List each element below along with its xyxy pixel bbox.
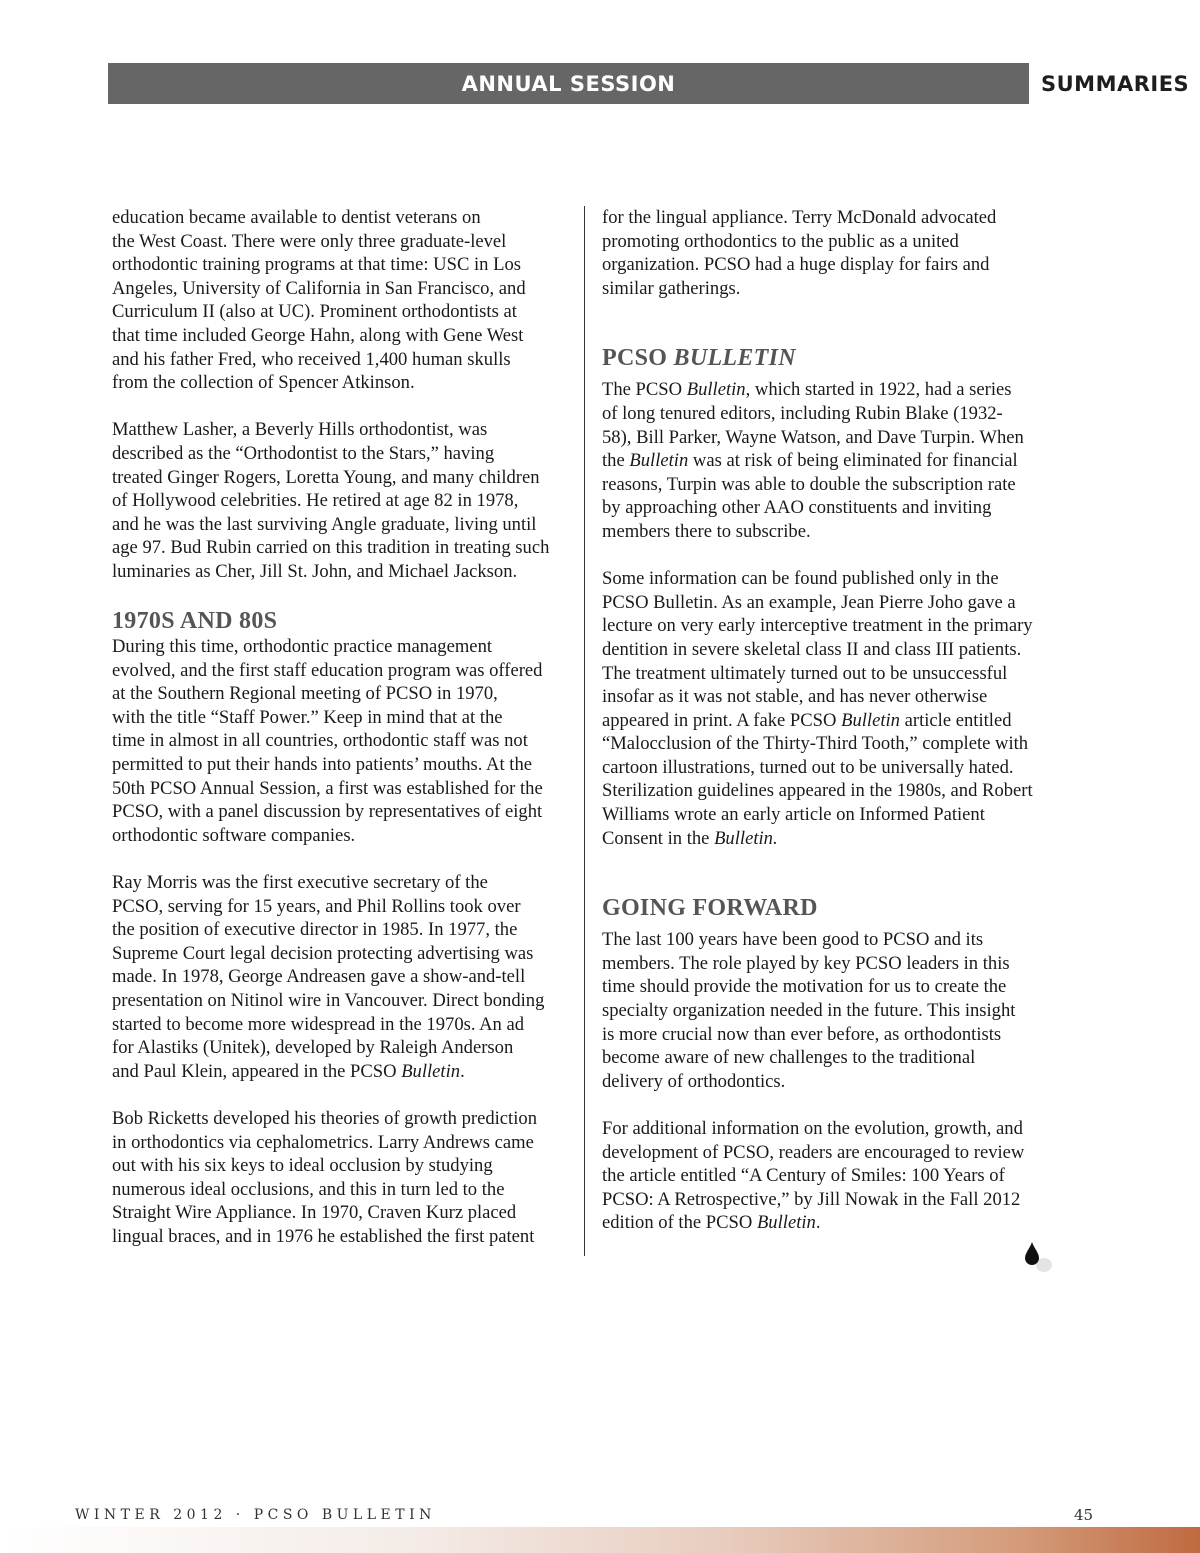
text-line: Some information can be found published only in the [602,568,999,590]
text-line: Sterilization guidelines appeared in the 1980s, and Robert [602,780,1033,802]
text-line: For additional information on the evolution, growth, and [602,1118,1023,1139]
text-run: The PCSO [602,379,687,401]
text-line: treated Ginger Rogers, Loretta Young, and many children [112,466,540,488]
publication-footer: WINTER 2012 · PCSO BULLETIN [75,1507,436,1523]
text-run: Consent in the [602,827,715,849]
text-line: development of PCSO, readers are encouraged to review [602,1141,1025,1163]
text-line: PCSO, with a panel discussion by representatives of eight [112,801,543,823]
text-line: evolved, and the first staff education program was offered [112,659,543,681]
text-line: members. The role played by key PCSO leaders in this [602,952,1010,974]
left-column [112,206,570,1272]
italic-title: Bulletin. [714,827,778,849]
text-line: orthodontic training programs at that time: USC in Los [112,254,522,276]
text-line: members there to subscribe. [602,520,811,542]
text-line: Supreme Court legal decision protecting advertising was [112,942,534,964]
text-line: of Hollywood celebrities. He retired at age 82 in 1978, [112,490,519,512]
text-line: education became available to dentist veterans on [112,207,481,228]
text-line: promoting orthodontics to the public as a united [602,230,959,252]
section-label: SUMMARIES [1041,71,1190,96]
text-line: PCSO Bulletin. As an example, Jean Pierre Joho gave a [602,591,1016,613]
italic-title: Bulletin [401,1060,461,1082]
text-line: is more crucial now than ever before, as orthodontists [602,1023,1002,1045]
text-line: PCSO: A Retrospective,” by Jill Nowak in the Fall 2012 [602,1188,1021,1210]
paragraph [602,378,1060,543]
text-line: PCSO, serving for 15 years, and Phil Rollins took over [112,895,521,917]
text-line [602,378,1060,402]
text-line: the position of executive director in 1985. In 1977, the [112,919,518,941]
paragraph [602,1117,1060,1235]
text-line: The treatment ultimately turned out to be unsuccessful [602,662,1008,684]
text-line: age 97. Bud Rubin carried on this tradition in treating such [112,537,550,559]
section-header-bar [108,63,1029,104]
text-line: insofar as it was not stable, and has never otherwise [602,686,988,708]
text-line: and he was the last surviving Angle graduate, living until [112,513,537,535]
text-line: made. In 1978, George Andreasen gave a show-and-tell [112,966,526,988]
text-line: 50th PCSO Annual Session, a first was established for the [112,777,543,799]
paragraph [112,1107,570,1249]
text-line: lingual braces, and in 1976 he established the first patent [112,1225,535,1247]
text-line: for Alastiks (Unitek), developed by Raleigh Anderson [112,1037,514,1059]
text-line: of long tenured editors, including Rubin Blake (1932- [602,402,1003,424]
text-line: started to become more widespread in the 1970s. An ad [112,1013,525,1035]
paragraph [602,928,1060,1093]
text-line: Straight Wire Appliance. In 1970, Craven Kurz placed [112,1202,517,1224]
text-line: During this time, orthodontic practice management [112,636,493,658]
text-line: out with his six keys to ideal occlusion by studying [112,1155,493,1177]
text-line: and his father Fred, who received 1,400 human skulls [112,348,511,370]
text-line: “Malocclusion of the Thirty-Third Tooth,” complete with [602,733,1029,755]
text-run: edition of the PCSO [602,1212,757,1234]
text-run: appeared in print. A fake PCSO [602,709,842,731]
text-run: . [460,1060,465,1082]
text-line: organization. PCSO had a huge display for fairs and [602,254,990,276]
text-line: with the title “Staff Power.” Keep in mind that at the [112,706,503,728]
italic-title: Bulletin [686,379,746,401]
section-heading: GOING FORWARD [602,895,818,922]
text-line: similar gatherings. [602,277,741,299]
text-run: was at risk of being eliminated for financial [688,450,1018,472]
text-run: article entitled [899,709,1012,731]
column-divider [584,206,585,1256]
text-line: dentition in severe skeletal class II and class III patients. [602,638,1022,660]
section-heading: 1970S AND 80S [112,608,278,635]
section-heading [602,344,1060,372]
text-line: numerous ideal occlusions, and this in turn led to the [112,1178,505,1200]
heading-italic: BULLETIN [673,345,796,372]
text-line [112,1060,570,1084]
text-line: Curriculum II (also at UC). Prominent orthodontists at [112,301,517,323]
text-line: orthodontic software companies. [112,824,356,846]
text-line: Matthew Lasher, a Beverly Hills orthodontist, was [112,419,488,441]
text-line: from the collection of Spencer Atkinson. [112,372,415,394]
paragraph [112,635,570,847]
text-line [602,827,1060,851]
right-column [602,206,1060,1259]
text-run: . [815,1212,821,1234]
italic-title: Bulletin [629,450,689,472]
text-line: Williams wrote an early article on Informed Patient [602,804,985,826]
text-line: delivery of orthodontics. [602,1070,786,1092]
text-line: become aware of new challenges to the traditional [602,1047,976,1069]
page-number: 45 [1074,1506,1094,1524]
text-line: Ray Morris was the first executive secretary of the [112,872,488,894]
text-line: time in almost in all countries, orthodontic staff was not [112,730,528,752]
text-run: and Paul Klein, appeared in the PCSO [112,1060,402,1082]
paragraph [112,206,570,395]
section-title: ANNUAL SESSION [461,71,676,96]
text-line [602,449,1060,473]
text-line: 58), Bill Parker, Wayne Watson, and Dave Turpin. When [602,426,1024,448]
italic-title: Bulletin [841,709,900,731]
text-run: the [602,450,630,472]
text-line: for the lingual appliance. Terry McDonald advocated [602,207,997,228]
text-line: lecture on very early interceptive treatment in the primary [602,615,1033,637]
paragraph [112,418,570,583]
text-line: the article entitled “A Century of Smiles: 100 Years of [602,1165,1005,1187]
text-line: cartoon illustrations, turned out to be universally hated. [602,756,1014,778]
text-line: the West Coast. There were only three graduate-level [112,230,507,252]
text-line [602,709,1060,733]
text-line: at the Southern Regional meeting of PCSO in 1970, [112,683,498,705]
paragraph [112,871,570,1083]
text-line: presentation on Nitinol wire in Vancouver. Direct bonding [112,990,545,1011]
text-line: specialty organization needed in the future. This insight [602,1000,1016,1022]
text-line: luminaries as Cher, Jill St. John, and Michael Jackson. [112,560,518,582]
text-line: that time included George Hahn, along with Gene West [112,324,524,346]
text-line: in orthodontics via cephalometrics. Larry Andrews came [112,1131,534,1153]
text-line: time should provide the motivation for us to create the [602,976,1007,998]
text-line: by approaching other AAO constituents and inviting [602,497,992,519]
drop-icon [1024,1240,1054,1274]
text-run: , which started in 1922, had a series [745,379,1012,401]
text-line: permitted to put their hands into patients’ mouths. At the [112,754,533,776]
heading-text: PCSO [602,345,674,372]
paragraph [602,567,1060,850]
footer-gradient-band [0,1527,1200,1553]
paragraph [602,206,1060,300]
text-line: reasons, Turpin was able to double the subscription rate [602,473,1016,495]
text-line: Angeles, University of California in San Francisco, and [112,277,526,299]
text-line: The last 100 years have been good to PCSO and its [602,929,984,951]
text-line: Bob Ricketts developed his theories of growth prediction [112,1107,537,1129]
italic-title: Bulletin [756,1212,816,1234]
text-line [602,1211,1060,1235]
text-line: described as the “Orthodontist to the Stars,” having [112,442,495,464]
